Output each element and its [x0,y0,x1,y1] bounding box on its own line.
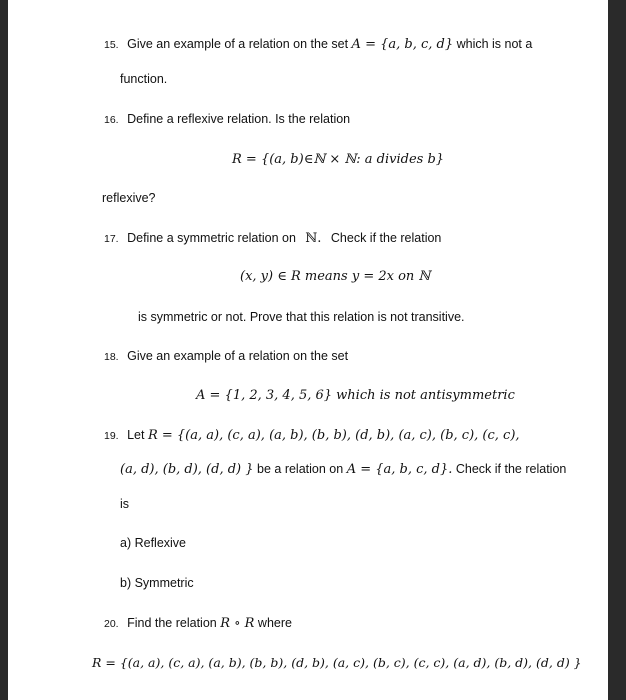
q15-number: 15. [104,39,119,51]
q19-option-a: a) Reflexive [120,536,186,550]
q19-option-b: b) Symmetric [120,576,194,590]
q17-text: Define a symmetric relation on [127,231,296,245]
q20-tail: where [257,616,292,630]
q19-mid: be a relation on [257,462,344,476]
q18-line [104,349,348,363]
q20-math: R ∘ R [220,616,255,631]
q16-continuation: reflexive? [102,191,156,205]
q17-formula: (x, y) ∈ R means y = 2x on ℕ [240,269,431,284]
q15-text: Give an example of a relation on the set [127,37,349,51]
q17-number: 17. [104,233,119,245]
q17-line [104,231,441,246]
q18-text: Give an example of a relation on the set [127,349,349,363]
q15-continuation: function. [120,72,168,86]
q18-formula: A = {1, 2, 3, 4, 5, 6} which is not antisymmetric [196,388,515,403]
q15-line [104,37,532,52]
q20-line [104,616,292,631]
q17-continuation: is symmetric or not. Prove that this relation is not transitive. [138,310,465,324]
q19-prefix: Let [127,428,145,442]
q16-formula: R = {(a, b)∈ℕ × ℕ: a divides b} [232,152,445,167]
q16-text: Define a reflexive relation. Is the relation [127,112,351,126]
q20-formula: R = {(a, a), (c, a), (a, b), (b, b), (d, b), (a, c), (b, c), (c, c), (a, d), (b, d), (d, d) } [92,655,582,670]
q17-tail: Check if the relation [330,231,442,245]
q19-number: 19. [104,430,119,442]
q15-tail: which is not a [456,37,533,51]
q19-line [104,428,520,443]
q15-math: A = {a, b, c, d} [351,37,454,52]
q20-text: Find the relation [127,616,217,630]
q19-math-line2: (a, d), (b, d), (d, d) } [120,462,254,477]
q19-tail: Check if the relation [455,462,567,476]
q16-line [104,112,350,126]
q19-math-line1: R = {(a, a), (c, a), (a, b), (b, b), (d, b), (a, c), (b, c), (c, c), [147,428,520,443]
q20-number: 20. [104,618,119,630]
document-page [8,0,608,700]
q18-number: 18. [104,351,119,363]
q16-number: 16. [104,114,119,126]
q19-line2 [120,462,566,477]
q19-continuation: is [120,497,130,511]
q17-set-symbol: ℕ. [305,231,322,246]
q19-set-math: A = {a, b, c, d}. [346,462,453,477]
